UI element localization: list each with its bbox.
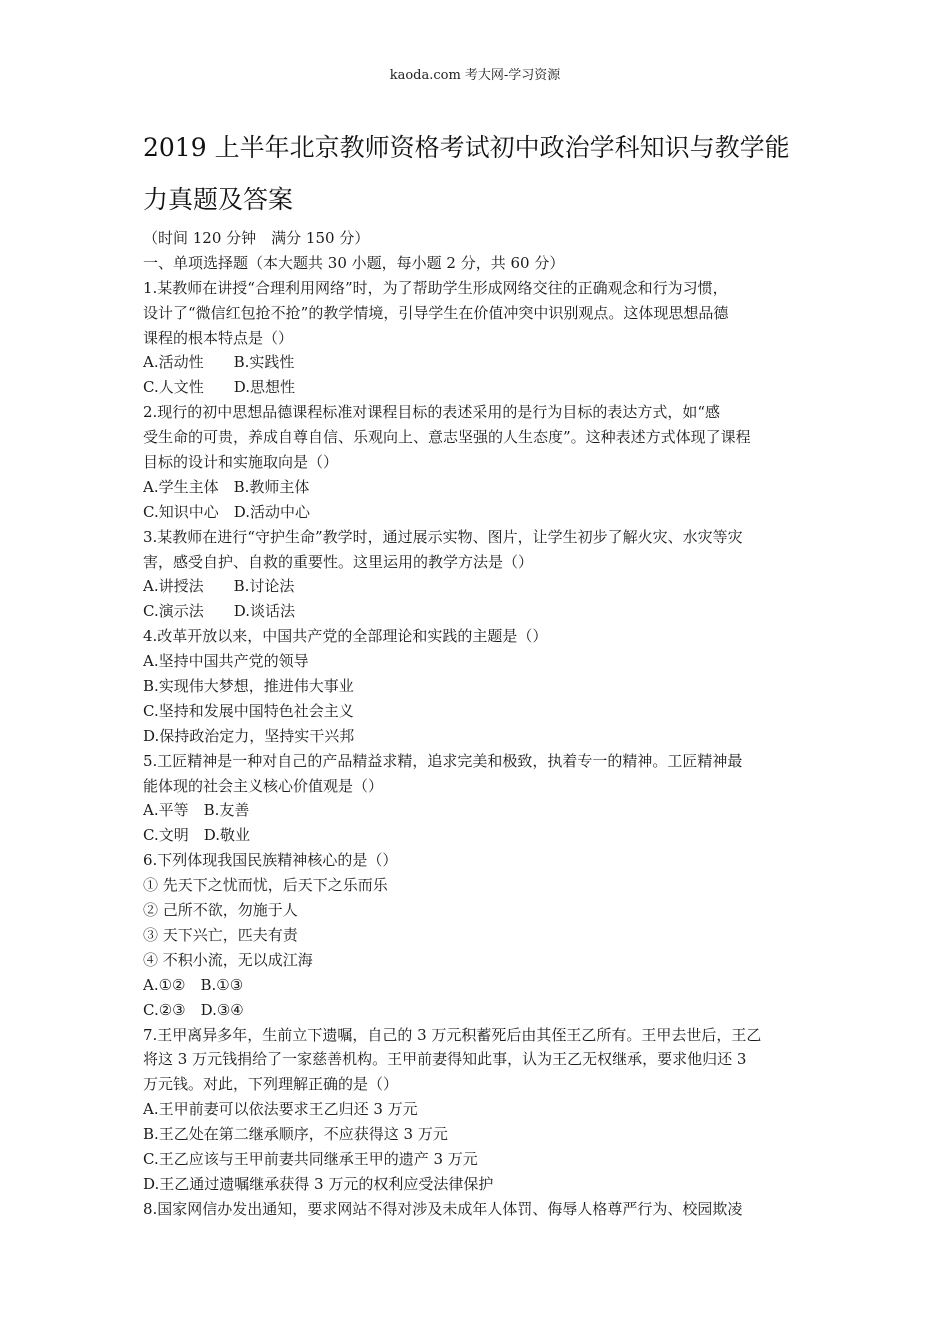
text-line: 6.下列体现我国民族精神核心的是（） — [143, 851, 398, 870]
page-header: kaoda.com 考大网-学习资源 — [389, 68, 561, 83]
text-line: C.人文性 D.思想性 — [143, 378, 295, 397]
title-line-1: 2019 上半年北京教师资格考试初中政治学科知识与教学能 — [143, 133, 790, 162]
text-line: D.王乙通过遗嘱继承获得 3 万元的权利应受法律保护 — [143, 1174, 494, 1193]
text-line: 2.现行的初中思想品德课程标准对课程目标的表述采用的是行为目标的表达方式，如“感 — [143, 403, 720, 422]
text-line: 万元钱。对此，下列理解正确的是（） — [143, 1075, 399, 1094]
text-line: 能体现的社会主义核心价值观是（） — [143, 776, 384, 795]
text-line: B.实现伟大梦想，推进伟大事业 — [143, 677, 354, 696]
text-line: 3.某教师在进行“守护生命”教学时，通过展示实物、图片，让学生初步了解火灾、水灾等灾 — [143, 527, 743, 546]
text-line: 害，感受自护、自救的重要性。这里运用的教学方法是（） — [143, 552, 534, 571]
text-line: ② 己所不欲，勿施于人 — [143, 901, 298, 920]
text-line: C.文明 D.敬业 — [143, 826, 250, 845]
text-line: 1.某教师在讲授“合理利用网络”时，为了帮助学生形成网络交往的正确观念和行为习惯， — [143, 278, 728, 297]
text-line: C.演示法 D.谈话法 — [143, 602, 295, 621]
text-line: C.坚持和发展中国特色社会主义 — [143, 701, 354, 720]
text-line: 8.国家网信办发出通知，要求网站不得对涉及未成年人体罚、侮辱人格尊严行为、校园欺凌 — [143, 1199, 743, 1218]
text-line: 将这 3 万元钱捐给了一家慈善机构。王甲前妻得知此事，认为王乙无权继承，要求他归还 3 — [143, 1050, 747, 1069]
text-line: 4.改革开放以来，中国共产党的全部理论和实践的主题是（） — [143, 627, 548, 646]
title-line-2: 力真题及答案 — [143, 185, 294, 214]
text-line: A.讲授法 B.讨论法 — [143, 577, 295, 596]
text-line: A.学生主体 B.教师主体 — [143, 477, 310, 496]
text-line: （时间 120 分钟 满分 150 分） — [143, 229, 370, 247]
text-line: D.保持政治定力，坚持实干兴邦 — [143, 726, 355, 745]
text-line: ① 先天下之忧而忧，后天下之乐而乐 — [143, 876, 388, 895]
text-line: 受生命的可贵，养成自尊自信、乐观向上、意志坚强的人生态度”。这种表述方式体现了课程 — [143, 428, 751, 447]
text-line: A.①② B.①③ — [143, 975, 244, 994]
text-line: A.活动性 B.实践性 — [143, 353, 295, 372]
text-line: A.王甲前妻可以依法要求王乙归还 3 万元 — [143, 1100, 418, 1119]
text-line: C.知识中心 D.活动中心 — [143, 502, 310, 521]
text-line: C.②③ D.③④ — [143, 1000, 244, 1019]
text-line: 一、单项选择题（本大题共 30 小题，每小题 2 分，共 60 分） — [143, 253, 565, 272]
document-body — [143, 226, 813, 1222]
text-line: 课程的根本特点是（） — [143, 328, 294, 347]
text-line: ③ 天下兴亡，匹夫有责 — [143, 925, 298, 944]
text-line: 设计了“微信红包抢不抢”的教学情境，引导学生在价值冲突中识别观点。这体现思想品德 — [143, 303, 729, 322]
text-line: A.平等 B.友善 — [143, 801, 250, 820]
text-line: ④ 不积小流，无以成江海 — [143, 950, 313, 969]
text-line: B.王乙处在第二继承顺序，不应获得这 3 万元 — [143, 1125, 448, 1144]
text-line: A.坚持中国共产党的领导 — [143, 652, 309, 671]
text-line: 目标的设计和实施取向是（） — [143, 453, 339, 472]
text-line: 7.王甲离异多年，生前立下遗嘱，自己的 3 万元积蓄死后由其侄王乙所有。王甲去世后，王乙 — [143, 1025, 762, 1044]
text-line: C.王乙应该与王甲前妻共同继承王甲的遗产 3 万元 — [143, 1149, 478, 1168]
text-line: 5.工匠精神是一种对自己的产品精益求精，追求完美和极致，执着专一的精神。工匠精神最 — [143, 751, 743, 770]
